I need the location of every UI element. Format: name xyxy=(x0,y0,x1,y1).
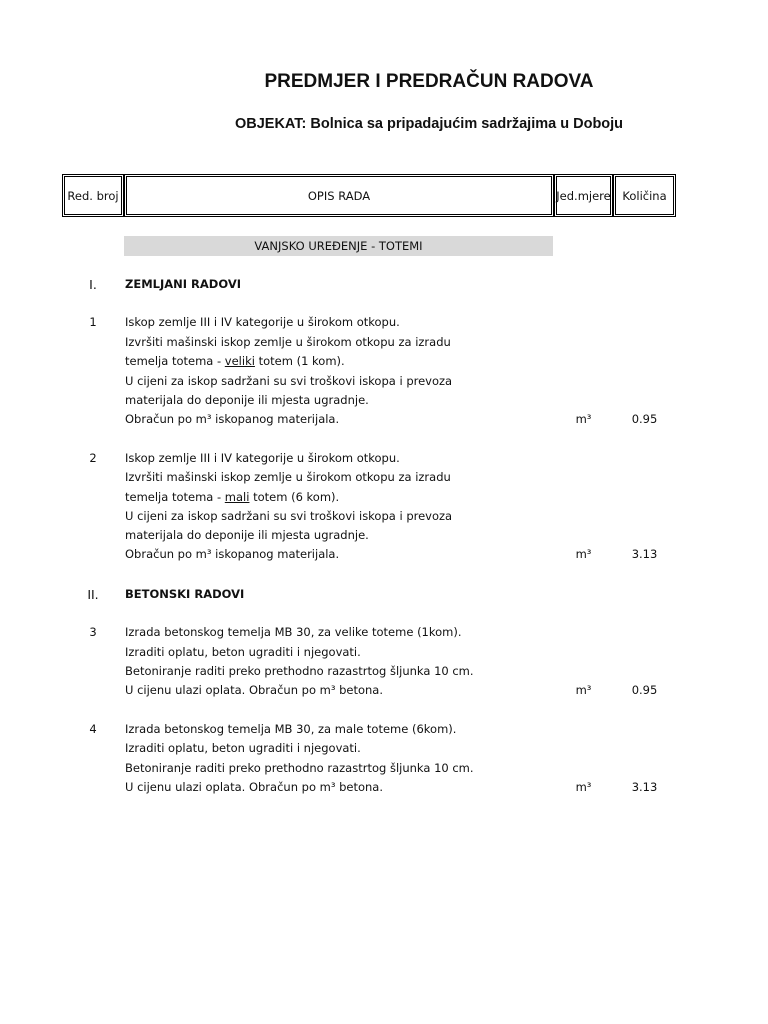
category-numeral: II. xyxy=(87,587,99,602)
item-desc-line: Betoniranje raditi preko prethodno razastrtog šljunka 10 cm. xyxy=(125,761,474,775)
category-numeral: I. xyxy=(89,277,97,292)
item-desc-line: Izraditi oplatu, beton ugraditi i njegovati. xyxy=(125,741,361,755)
header-red-broj: Red. broj xyxy=(62,174,124,217)
item-unit: m³ xyxy=(575,683,592,697)
item-quantity: 3.13 xyxy=(631,547,658,561)
header-kolicina: Količina xyxy=(613,174,676,217)
item-desc-line: Iskop zemlje III i IV kategorije u širokom otkopu. xyxy=(125,451,400,465)
item-number: 3 xyxy=(89,625,97,639)
item-desc-line: Izraditi oplatu, beton ugraditi i njegovati. xyxy=(125,645,361,659)
item-number: 2 xyxy=(89,451,97,465)
document-title: PREDMJER I PREDRAČUN RADOVA xyxy=(264,71,594,92)
item-unit: m³ xyxy=(575,412,592,426)
header-opis-rada: OPIS RADA xyxy=(124,174,554,217)
category-label: ZEMLJANI RADOVI xyxy=(125,277,241,291)
item-desc-line: U cijeni za iskop sadržani su svi troškovi iskopa i prevoza xyxy=(125,509,453,523)
item-desc-line: U cijenu ulazi oplata. Obračun po m³ betona. xyxy=(125,780,384,794)
section-title: VANJSKO UREĐENJE - TOTEMI xyxy=(124,236,553,256)
header-jed-line2: mjere xyxy=(577,188,611,203)
item-quantity: 0.95 xyxy=(631,683,658,697)
item-unit: m³ xyxy=(575,547,592,561)
header-jed-mjere xyxy=(554,174,613,217)
category-label: BETONSKI RADOVI xyxy=(125,587,245,601)
item-unit: m³ xyxy=(575,780,592,794)
item-desc-line: U cijenu ulazi oplata. Obračun po m³ betona. xyxy=(125,683,384,697)
item-desc-line: Betoniranje raditi preko prethodno razastrtog šljunka 10 cm. xyxy=(125,664,474,678)
item-desc-line: Izrada betonskog temelja MB 30, za male toteme (6kom). xyxy=(125,722,457,736)
item-number: 1 xyxy=(89,315,97,329)
underlined-word: mali xyxy=(224,490,250,504)
item-number: 4 xyxy=(89,722,97,736)
item-desc-line: temelja totema - veliki totem (1 kom). xyxy=(125,354,345,368)
item-quantity: 0.95 xyxy=(631,412,658,426)
item-desc-line: Obračun po m³ iskopanog materijala. xyxy=(125,547,340,561)
item-desc-line: U cijeni za iskop sadržani su svi troškovi iskopa i prevoza xyxy=(125,374,453,388)
header-jed-line1: Jed. xyxy=(556,188,578,203)
item-desc-line: materijala do deponije ili mjesta ugradnje. xyxy=(125,393,369,407)
item-desc-line: Izvršiti mašinski iskop zemlje u širokom otkopu za izradu xyxy=(125,335,451,349)
item-desc-line: Obračun po m³ iskopanog materijala. xyxy=(125,412,340,426)
item-desc-line: Izrada betonskog temelja MB 30, za velike toteme (1kom). xyxy=(125,625,462,639)
item-desc-line: Izvršiti mašinski iskop zemlje u širokom otkopu za izradu xyxy=(125,470,451,484)
item-desc-line: temelja totema - mali totem (6 kom). xyxy=(125,490,340,504)
item-desc-line: materijala do deponije ili mjesta ugradnje. xyxy=(125,528,369,542)
underlined-word: veliki xyxy=(224,354,255,368)
document-subtitle: OBJEKAT: Bolnica sa pripadajućim sadržajima u Doboju xyxy=(234,116,624,132)
item-desc-line: Iskop zemlje III i IV kategorije u širokom otkopu. xyxy=(125,315,400,329)
item-quantity: 3.13 xyxy=(631,780,658,794)
